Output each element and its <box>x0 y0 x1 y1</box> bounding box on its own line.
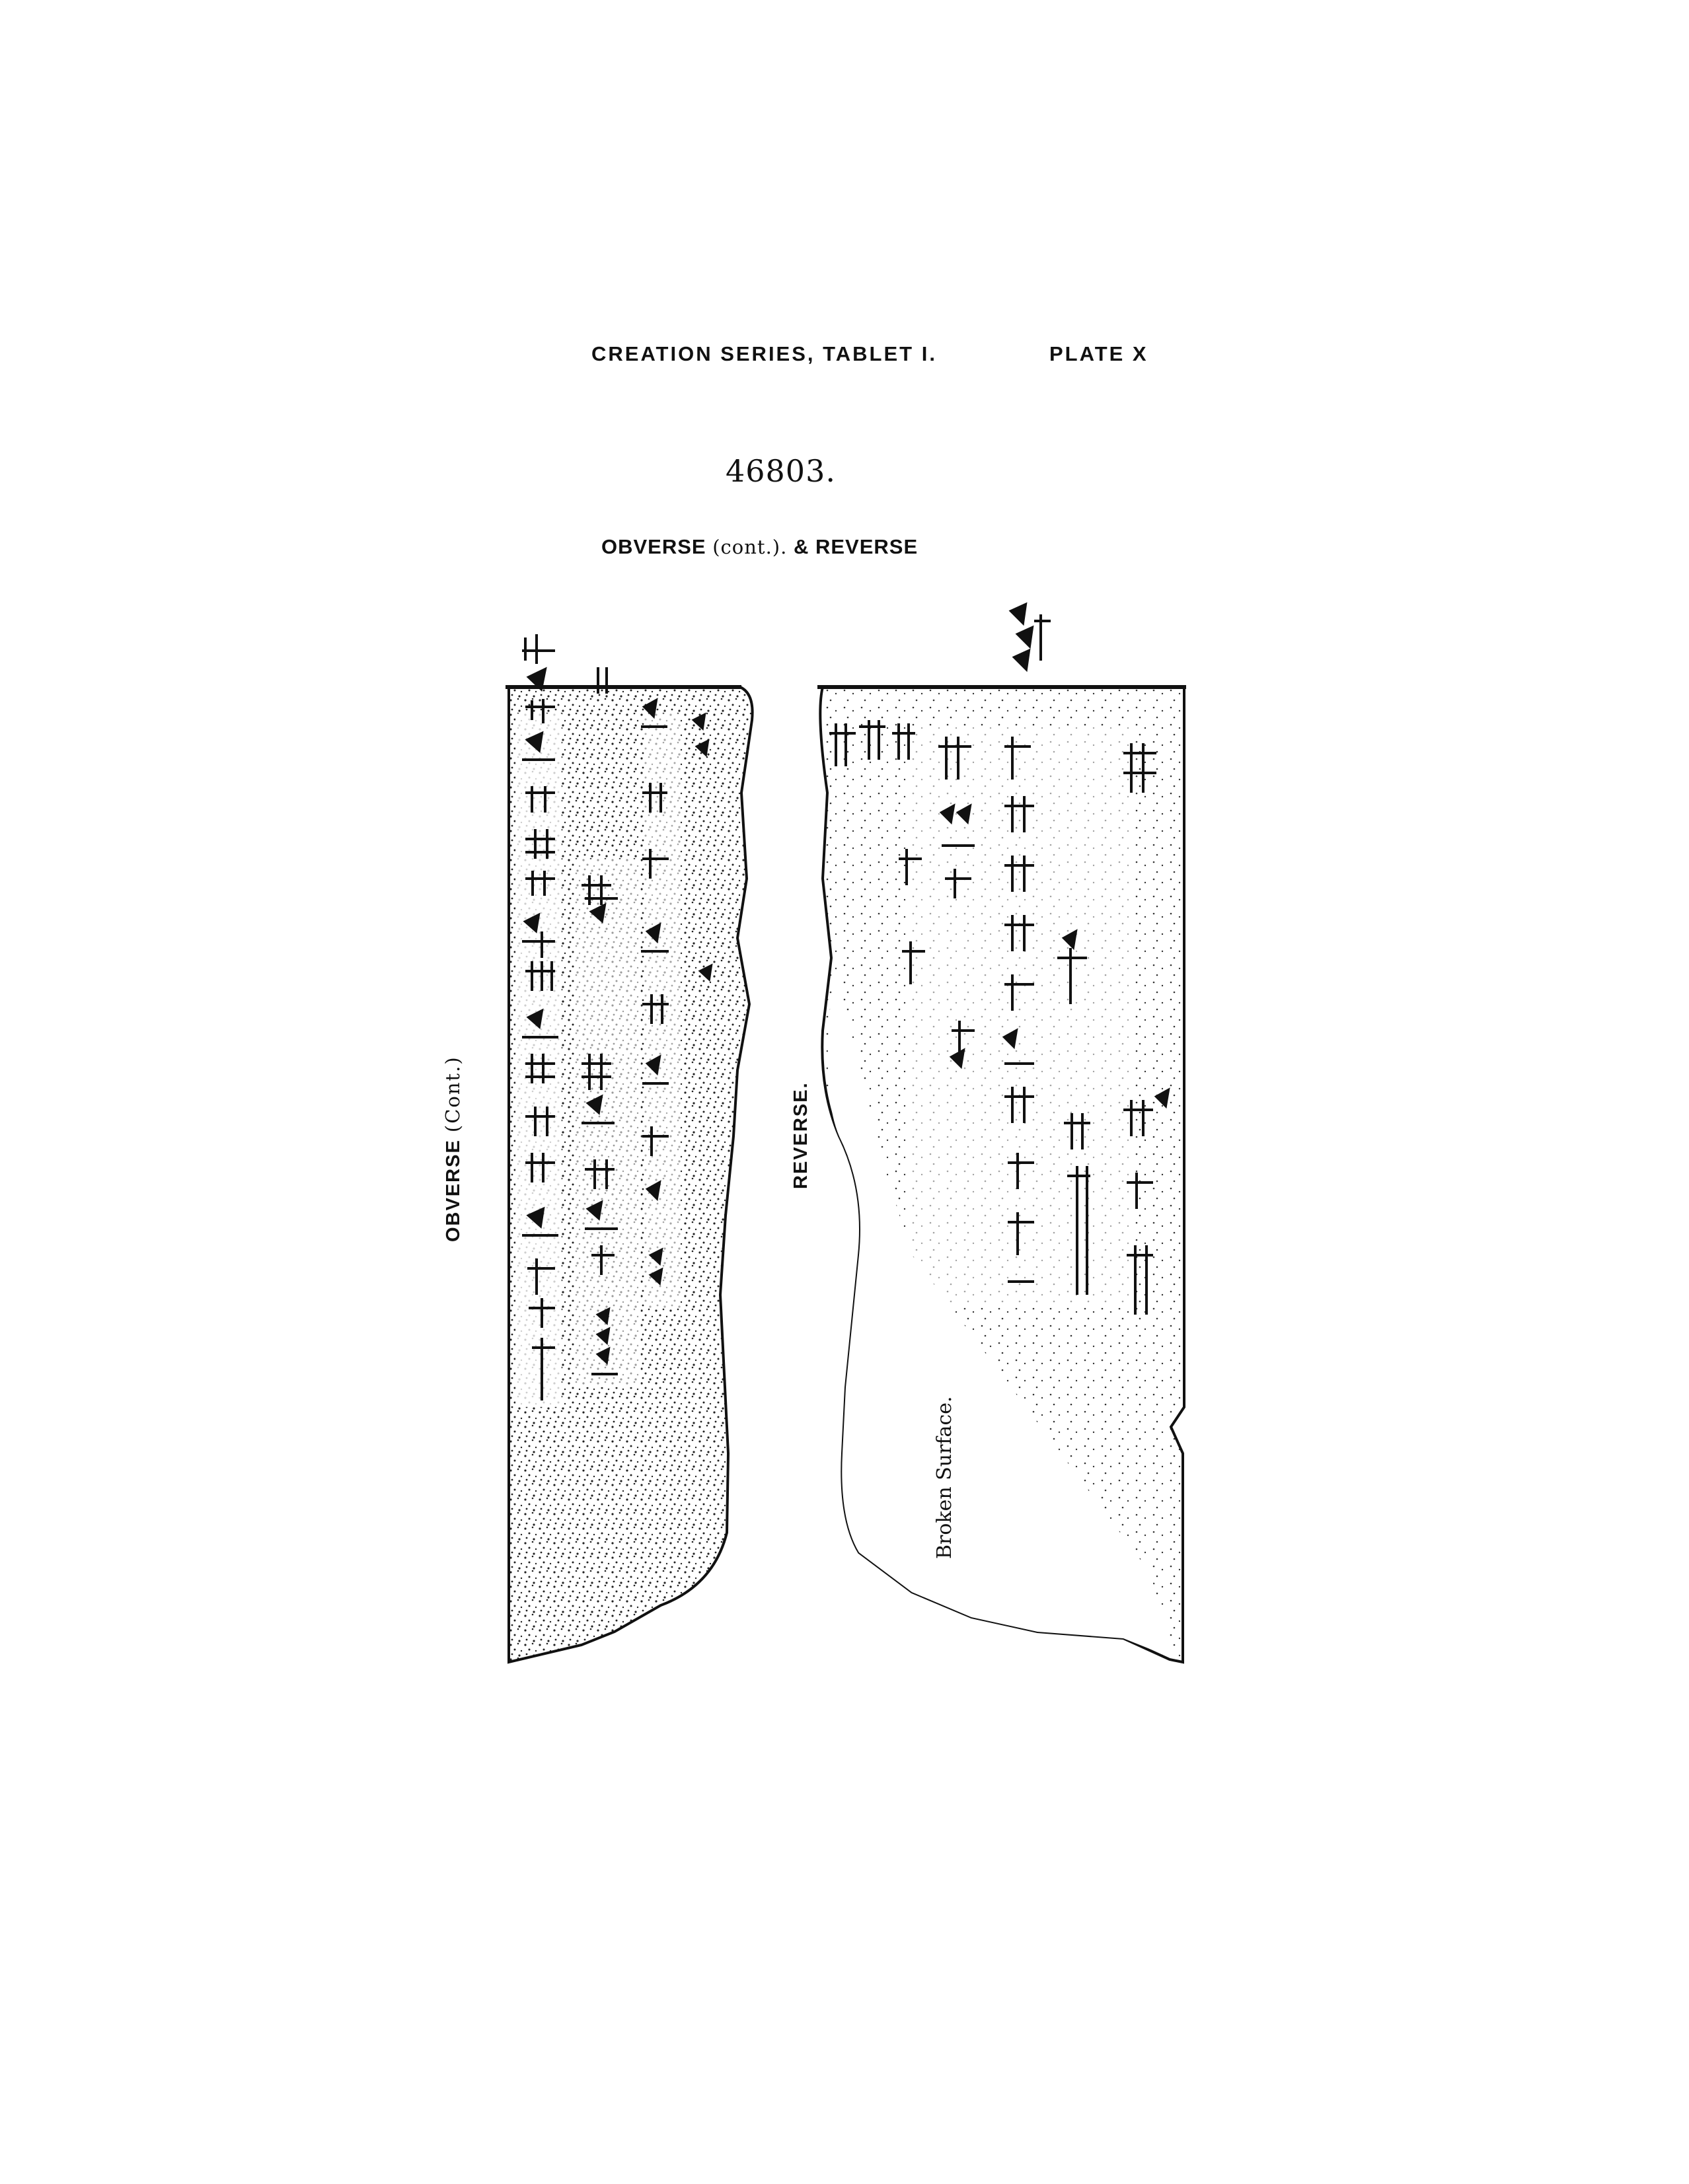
subtitle-reverse: & REVERSE <box>793 535 919 558</box>
reverse-side-label: REVERSE. <box>790 1081 811 1189</box>
obverse-side-label-cont: (Cont.) <box>441 1056 464 1133</box>
plate-number-label: PLATE X <box>1049 342 1148 365</box>
reverse-top-signs <box>1011 604 1051 669</box>
subtitle-obverse: OBVERSE <box>601 535 706 558</box>
plate-series-title: CREATION SERIES, TABLET I. <box>591 342 937 365</box>
broken-surface-label: Broken Surface. <box>933 1396 956 1559</box>
tablet-number: 46803. <box>726 453 836 489</box>
reverse-fragment <box>817 687 1186 1662</box>
subtitle-cont: (cont.). <box>712 536 788 558</box>
obverse-side-label-main: OBVERSE <box>443 1139 464 1242</box>
